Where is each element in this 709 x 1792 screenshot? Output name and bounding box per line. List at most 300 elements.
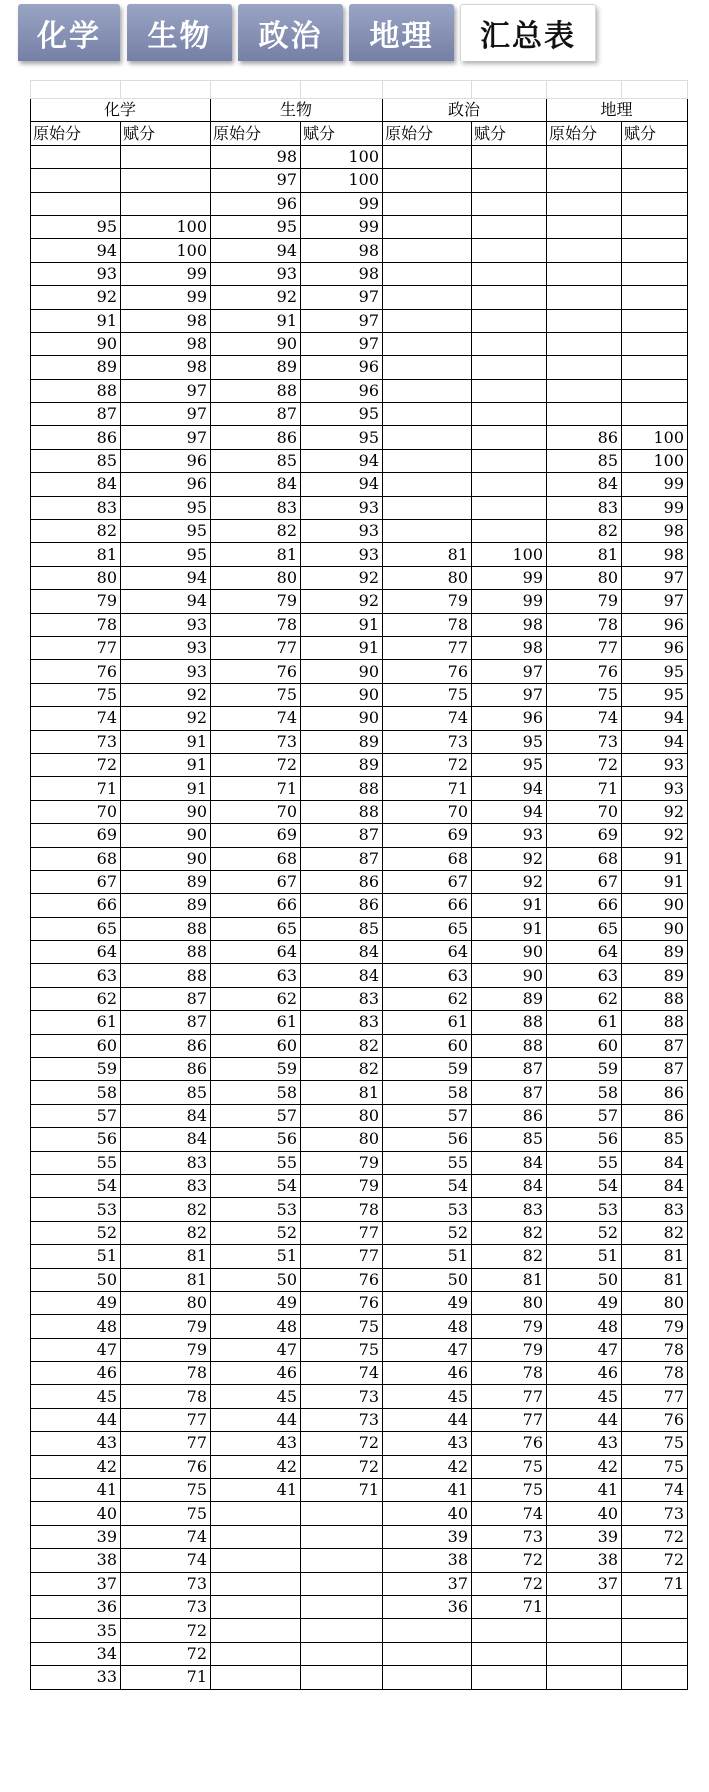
assigned-score-cell[interactable]: 77 [121, 1408, 211, 1431]
raw-score-cell[interactable]: 47 [383, 1338, 472, 1361]
empty-cell[interactable] [622, 81, 688, 99]
assigned-score-cell[interactable]: 81 [121, 1245, 211, 1268]
assigned-score-header[interactable]: 赋分 [121, 122, 211, 145]
assigned-score-cell[interactable]: 77 [301, 1221, 383, 1244]
assigned-score-cell[interactable]: 92 [301, 590, 383, 613]
assigned-score-cell[interactable]: 94 [121, 590, 211, 613]
assigned-score-cell[interactable]: 84 [121, 1128, 211, 1151]
assigned-score-cell[interactable] [622, 286, 688, 309]
assigned-score-cell[interactable]: 88 [121, 917, 211, 940]
raw-score-cell[interactable]: 81 [383, 543, 472, 566]
raw-score-cell[interactable]: 88 [31, 379, 121, 402]
raw-score-cell[interactable]: 53 [383, 1198, 472, 1221]
raw-score-cell[interactable] [383, 215, 472, 238]
assigned-score-cell[interactable]: 76 [622, 1408, 688, 1431]
assigned-score-cell[interactable]: 92 [622, 824, 688, 847]
raw-score-cell[interactable]: 40 [383, 1502, 472, 1525]
assigned-score-cell[interactable]: 82 [622, 1221, 688, 1244]
raw-score-cell[interactable]: 41 [383, 1479, 472, 1502]
assigned-score-cell[interactable]: 76 [301, 1268, 383, 1291]
raw-score-cell[interactable]: 58 [547, 1081, 622, 1104]
assigned-score-cell[interactable]: 80 [301, 1104, 383, 1127]
raw-score-cell[interactable] [383, 262, 472, 285]
raw-score-cell[interactable]: 82 [31, 520, 121, 543]
assigned-score-cell[interactable]: 86 [301, 870, 383, 893]
assigned-score-cell[interactable]: 90 [622, 894, 688, 917]
assigned-score-cell[interactable] [301, 1572, 383, 1595]
assigned-score-cell[interactable]: 72 [301, 1455, 383, 1478]
assigned-score-cell[interactable]: 94 [472, 800, 547, 823]
assigned-score-cell[interactable]: 92 [472, 847, 547, 870]
assigned-score-cell[interactable]: 100 [121, 239, 211, 262]
assigned-score-cell[interactable]: 71 [301, 1479, 383, 1502]
raw-score-cell[interactable]: 68 [31, 847, 121, 870]
tab-politics[interactable]: 政治 [238, 4, 343, 61]
assigned-score-cell[interactable]: 91 [622, 847, 688, 870]
assigned-score-cell[interactable]: 86 [301, 894, 383, 917]
assigned-score-cell[interactable]: 92 [472, 870, 547, 893]
raw-score-cell[interactable]: 61 [211, 1011, 301, 1034]
raw-score-cell[interactable] [547, 1666, 622, 1689]
raw-score-cell[interactable]: 46 [547, 1362, 622, 1385]
subject-header-biology[interactable]: 生物 [211, 99, 383, 122]
assigned-score-cell[interactable] [472, 1619, 547, 1642]
raw-score-cell[interactable]: 76 [211, 660, 301, 683]
assigned-score-cell[interactable]: 84 [472, 1174, 547, 1197]
assigned-score-cell[interactable]: 96 [472, 707, 547, 730]
assigned-score-cell[interactable]: 95 [472, 730, 547, 753]
assigned-score-cell[interactable]: 91 [301, 613, 383, 636]
raw-score-cell[interactable]: 73 [31, 730, 121, 753]
raw-score-cell[interactable]: 66 [31, 894, 121, 917]
raw-score-cell[interactable]: 36 [383, 1596, 472, 1619]
assigned-score-cell[interactable]: 95 [121, 496, 211, 519]
assigned-score-cell[interactable]: 81 [301, 1081, 383, 1104]
raw-score-cell[interactable]: 51 [547, 1245, 622, 1268]
assigned-score-cell[interactable]: 99 [472, 590, 547, 613]
raw-score-cell[interactable]: 74 [383, 707, 472, 730]
assigned-score-cell[interactable]: 92 [622, 800, 688, 823]
assigned-score-cell[interactable]: 78 [472, 1362, 547, 1385]
raw-score-cell[interactable]: 52 [31, 1221, 121, 1244]
raw-score-cell[interactable] [383, 286, 472, 309]
assigned-score-cell[interactable]: 80 [472, 1291, 547, 1314]
raw-score-cell[interactable]: 83 [547, 496, 622, 519]
raw-score-cell[interactable]: 39 [383, 1525, 472, 1548]
assigned-score-cell[interactable]: 96 [301, 356, 383, 379]
assigned-score-cell[interactable]: 82 [472, 1245, 547, 1268]
raw-score-cell[interactable]: 52 [547, 1221, 622, 1244]
assigned-score-cell[interactable]: 76 [121, 1455, 211, 1478]
assigned-score-cell[interactable]: 90 [301, 660, 383, 683]
assigned-score-cell[interactable]: 85 [622, 1128, 688, 1151]
raw-score-cell[interactable]: 83 [211, 496, 301, 519]
assigned-score-cell[interactable]: 91 [121, 730, 211, 753]
raw-score-cell[interactable]: 83 [31, 496, 121, 519]
assigned-score-cell[interactable]: 98 [121, 332, 211, 355]
raw-score-cell[interactable]: 71 [211, 777, 301, 800]
raw-score-cell[interactable]: 56 [547, 1128, 622, 1151]
empty-cell[interactable] [472, 81, 547, 99]
raw-score-cell[interactable]: 58 [383, 1081, 472, 1104]
assigned-score-cell[interactable] [622, 215, 688, 238]
raw-score-cell[interactable]: 92 [31, 286, 121, 309]
raw-score-cell[interactable]: 72 [383, 753, 472, 776]
raw-score-cell[interactable]: 78 [547, 613, 622, 636]
assigned-score-header[interactable]: 赋分 [622, 122, 688, 145]
raw-score-cell[interactable]: 51 [383, 1245, 472, 1268]
raw-score-cell[interactable] [383, 309, 472, 332]
assigned-score-cell[interactable] [301, 1619, 383, 1642]
assigned-score-cell[interactable]: 88 [472, 1011, 547, 1034]
assigned-score-cell[interactable]: 81 [121, 1268, 211, 1291]
assigned-score-cell[interactable]: 95 [301, 403, 383, 426]
assigned-score-cell[interactable]: 89 [622, 941, 688, 964]
raw-score-cell[interactable]: 93 [211, 262, 301, 285]
assigned-score-cell[interactable]: 96 [121, 473, 211, 496]
raw-score-cell[interactable]: 48 [211, 1315, 301, 1338]
raw-score-cell[interactable]: 65 [547, 917, 622, 940]
assigned-score-cell[interactable]: 90 [301, 707, 383, 730]
assigned-score-cell[interactable]: 86 [121, 1034, 211, 1057]
assigned-score-cell[interactable]: 90 [472, 964, 547, 987]
assigned-score-cell[interactable]: 98 [472, 636, 547, 659]
assigned-score-cell[interactable] [121, 145, 211, 168]
raw-score-cell[interactable] [547, 239, 622, 262]
raw-score-cell[interactable]: 34 [31, 1642, 121, 1665]
raw-score-cell[interactable]: 45 [547, 1385, 622, 1408]
raw-score-cell[interactable] [383, 332, 472, 355]
assigned-score-cell[interactable]: 71 [622, 1572, 688, 1595]
raw-score-cell[interactable]: 89 [211, 356, 301, 379]
raw-score-cell[interactable] [547, 215, 622, 238]
assigned-score-cell[interactable]: 93 [301, 496, 383, 519]
assigned-score-cell[interactable]: 95 [622, 660, 688, 683]
assigned-score-cell[interactable]: 98 [121, 356, 211, 379]
assigned-score-cell[interactable]: 77 [121, 1432, 211, 1455]
raw-score-cell[interactable] [547, 403, 622, 426]
assigned-score-cell[interactable] [622, 1619, 688, 1642]
raw-score-cell[interactable]: 48 [31, 1315, 121, 1338]
assigned-score-cell[interactable]: 72 [121, 1619, 211, 1642]
assigned-score-cell[interactable]: 97 [472, 683, 547, 706]
raw-score-cell[interactable]: 65 [31, 917, 121, 940]
raw-score-cell[interactable]: 70 [211, 800, 301, 823]
raw-score-cell[interactable]: 90 [211, 332, 301, 355]
assigned-score-cell[interactable]: 90 [121, 847, 211, 870]
raw-score-cell[interactable]: 52 [211, 1221, 301, 1244]
assigned-score-cell[interactable]: 100 [301, 145, 383, 168]
raw-score-cell[interactable] [211, 1619, 301, 1642]
raw-score-cell[interactable]: 62 [547, 987, 622, 1010]
assigned-score-cell[interactable] [472, 1666, 547, 1689]
raw-score-cell[interactable]: 75 [547, 683, 622, 706]
raw-score-cell[interactable]: 42 [31, 1455, 121, 1478]
assigned-score-cell[interactable] [622, 169, 688, 192]
assigned-score-cell[interactable]: 100 [622, 426, 688, 449]
assigned-score-cell[interactable]: 97 [472, 660, 547, 683]
assigned-score-cell[interactable]: 87 [121, 1011, 211, 1034]
assigned-score-cell[interactable] [472, 1642, 547, 1665]
assigned-score-cell[interactable]: 99 [301, 192, 383, 215]
assigned-score-cell[interactable]: 97 [622, 590, 688, 613]
assigned-score-cell[interactable]: 79 [121, 1338, 211, 1361]
raw-score-cell[interactable]: 55 [211, 1151, 301, 1174]
assigned-score-cell[interactable]: 94 [301, 449, 383, 472]
raw-score-cell[interactable]: 38 [383, 1549, 472, 1572]
assigned-score-cell[interactable]: 93 [301, 520, 383, 543]
raw-score-cell[interactable]: 48 [547, 1315, 622, 1338]
raw-score-cell[interactable]: 87 [211, 403, 301, 426]
assigned-score-cell[interactable]: 86 [472, 1104, 547, 1127]
assigned-score-cell[interactable] [472, 520, 547, 543]
raw-score-header[interactable]: 原始分 [211, 122, 301, 145]
assigned-score-cell[interactable]: 83 [622, 1198, 688, 1221]
raw-score-cell[interactable]: 84 [31, 473, 121, 496]
raw-score-cell[interactable] [31, 169, 121, 192]
assigned-score-cell[interactable]: 84 [622, 1151, 688, 1174]
assigned-score-cell[interactable]: 100 [622, 449, 688, 472]
raw-score-cell[interactable]: 68 [211, 847, 301, 870]
raw-score-cell[interactable]: 90 [31, 332, 121, 355]
assigned-score-cell[interactable] [472, 215, 547, 238]
raw-score-cell[interactable]: 60 [31, 1034, 121, 1057]
raw-score-cell[interactable]: 80 [383, 566, 472, 589]
assigned-score-cell[interactable]: 77 [301, 1245, 383, 1268]
assigned-score-cell[interactable]: 96 [301, 379, 383, 402]
assigned-score-cell[interactable]: 94 [472, 777, 547, 800]
assigned-score-cell[interactable]: 71 [472, 1596, 547, 1619]
raw-score-cell[interactable]: 95 [31, 215, 121, 238]
assigned-score-cell[interactable] [622, 262, 688, 285]
assigned-score-cell[interactable]: 85 [472, 1128, 547, 1151]
assigned-score-cell[interactable]: 73 [121, 1572, 211, 1595]
assigned-score-cell[interactable]: 82 [121, 1198, 211, 1221]
raw-score-cell[interactable]: 85 [211, 449, 301, 472]
raw-score-cell[interactable]: 73 [211, 730, 301, 753]
assigned-score-cell[interactable]: 89 [121, 894, 211, 917]
assigned-score-cell[interactable]: 95 [622, 683, 688, 706]
raw-score-cell[interactable]: 38 [547, 1549, 622, 1572]
assigned-score-cell[interactable] [622, 356, 688, 379]
raw-score-cell[interactable]: 44 [547, 1408, 622, 1431]
raw-score-cell[interactable]: 85 [31, 449, 121, 472]
assigned-score-cell[interactable]: 93 [121, 613, 211, 636]
raw-score-cell[interactable]: 79 [31, 590, 121, 613]
raw-score-cell[interactable]: 73 [383, 730, 472, 753]
raw-score-cell[interactable] [383, 496, 472, 519]
raw-score-cell[interactable]: 55 [383, 1151, 472, 1174]
raw-score-cell[interactable]: 44 [383, 1408, 472, 1431]
raw-score-cell[interactable]: 75 [31, 683, 121, 706]
assigned-score-cell[interactable]: 76 [472, 1432, 547, 1455]
assigned-score-cell[interactable]: 88 [472, 1034, 547, 1057]
raw-score-cell[interactable]: 80 [211, 566, 301, 589]
assigned-score-cell[interactable]: 97 [622, 566, 688, 589]
assigned-score-cell[interactable]: 84 [301, 964, 383, 987]
raw-score-cell[interactable] [383, 449, 472, 472]
raw-score-cell[interactable]: 44 [31, 1408, 121, 1431]
raw-score-cell[interactable]: 78 [383, 613, 472, 636]
assigned-score-cell[interactable]: 98 [301, 239, 383, 262]
raw-score-cell[interactable]: 41 [211, 1479, 301, 1502]
assigned-score-cell[interactable]: 79 [472, 1315, 547, 1338]
raw-score-cell[interactable]: 47 [547, 1338, 622, 1361]
raw-score-cell[interactable]: 54 [211, 1174, 301, 1197]
raw-score-cell[interactable] [31, 192, 121, 215]
assigned-score-cell[interactable] [121, 192, 211, 215]
assigned-score-cell[interactable]: 93 [121, 636, 211, 659]
assigned-score-cell[interactable]: 91 [301, 636, 383, 659]
assigned-score-cell[interactable]: 87 [472, 1081, 547, 1104]
raw-score-cell[interactable]: 54 [31, 1174, 121, 1197]
assigned-score-cell[interactable]: 74 [301, 1362, 383, 1385]
assigned-score-cell[interactable] [472, 169, 547, 192]
raw-score-cell[interactable]: 69 [383, 824, 472, 847]
raw-score-cell[interactable]: 52 [383, 1221, 472, 1244]
assigned-score-cell[interactable] [301, 1502, 383, 1525]
assigned-score-cell[interactable]: 90 [622, 917, 688, 940]
raw-score-cell[interactable]: 79 [383, 590, 472, 613]
raw-score-cell[interactable]: 45 [383, 1385, 472, 1408]
assigned-score-cell[interactable]: 95 [121, 520, 211, 543]
raw-score-cell[interactable]: 74 [211, 707, 301, 730]
raw-score-cell[interactable]: 84 [547, 473, 622, 496]
assigned-score-cell[interactable]: 72 [622, 1549, 688, 1572]
assigned-score-cell[interactable]: 72 [301, 1432, 383, 1455]
raw-score-cell[interactable]: 64 [383, 941, 472, 964]
tab-chemistry[interactable]: 化学 [18, 4, 120, 61]
assigned-score-cell[interactable]: 78 [622, 1362, 688, 1385]
raw-score-cell[interactable]: 76 [31, 660, 121, 683]
assigned-score-cell[interactable]: 85 [301, 917, 383, 940]
assigned-score-cell[interactable]: 78 [301, 1198, 383, 1221]
raw-score-cell[interactable]: 60 [211, 1034, 301, 1057]
raw-score-cell[interactable]: 47 [211, 1338, 301, 1361]
raw-score-cell[interactable]: 77 [31, 636, 121, 659]
raw-score-header[interactable]: 原始分 [383, 122, 472, 145]
raw-score-cell[interactable]: 92 [211, 286, 301, 309]
raw-score-cell[interactable]: 46 [31, 1362, 121, 1385]
raw-score-cell[interactable]: 60 [547, 1034, 622, 1057]
raw-score-cell[interactable]: 43 [547, 1432, 622, 1455]
assigned-score-cell[interactable]: 99 [301, 215, 383, 238]
assigned-score-cell[interactable]: 87 [622, 1034, 688, 1057]
raw-score-cell[interactable]: 39 [547, 1525, 622, 1548]
raw-score-cell[interactable] [211, 1642, 301, 1665]
assigned-score-cell[interactable]: 86 [622, 1081, 688, 1104]
raw-score-cell[interactable]: 71 [547, 777, 622, 800]
raw-score-cell[interactable] [547, 1642, 622, 1665]
raw-score-cell[interactable]: 49 [31, 1291, 121, 1314]
raw-score-cell[interactable]: 44 [211, 1408, 301, 1431]
assigned-score-cell[interactable]: 84 [472, 1151, 547, 1174]
raw-score-cell[interactable]: 76 [383, 660, 472, 683]
assigned-score-cell[interactable]: 97 [121, 403, 211, 426]
assigned-score-cell[interactable]: 82 [121, 1221, 211, 1244]
raw-score-cell[interactable]: 56 [383, 1128, 472, 1151]
raw-score-cell[interactable]: 68 [547, 847, 622, 870]
empty-cell[interactable] [31, 81, 121, 99]
assigned-score-cell[interactable]: 75 [121, 1502, 211, 1525]
raw-score-cell[interactable]: 35 [31, 1619, 121, 1642]
assigned-score-cell[interactable]: 86 [622, 1104, 688, 1127]
assigned-score-cell[interactable]: 84 [301, 941, 383, 964]
empty-cell[interactable] [547, 81, 622, 99]
assigned-score-cell[interactable]: 81 [622, 1268, 688, 1291]
assigned-score-cell[interactable]: 72 [121, 1642, 211, 1665]
assigned-score-cell[interactable]: 93 [622, 777, 688, 800]
raw-score-cell[interactable]: 69 [547, 824, 622, 847]
assigned-score-cell[interactable]: 96 [622, 613, 688, 636]
assigned-score-cell[interactable] [472, 332, 547, 355]
raw-score-cell[interactable]: 55 [31, 1151, 121, 1174]
assigned-score-cell[interactable]: 78 [622, 1338, 688, 1361]
raw-score-cell[interactable]: 37 [383, 1572, 472, 1595]
empty-cell[interactable] [383, 81, 472, 99]
assigned-score-cell[interactable]: 73 [301, 1408, 383, 1431]
assigned-score-cell[interactable]: 97 [121, 379, 211, 402]
assigned-score-cell[interactable]: 81 [622, 1245, 688, 1268]
raw-score-cell[interactable]: 82 [547, 520, 622, 543]
assigned-score-cell[interactable]: 88 [301, 777, 383, 800]
raw-score-cell[interactable] [383, 356, 472, 379]
assigned-score-cell[interactable]: 74 [121, 1549, 211, 1572]
raw-score-cell[interactable]: 57 [547, 1104, 622, 1127]
raw-score-cell[interactable]: 69 [211, 824, 301, 847]
assigned-score-cell[interactable]: 80 [622, 1291, 688, 1314]
raw-score-cell[interactable]: 40 [31, 1502, 121, 1525]
assigned-score-cell[interactable]: 91 [121, 753, 211, 776]
raw-score-cell[interactable]: 67 [31, 870, 121, 893]
assigned-score-cell[interactable]: 86 [121, 1058, 211, 1081]
raw-score-cell[interactable]: 88 [211, 379, 301, 402]
raw-score-cell[interactable]: 71 [383, 777, 472, 800]
raw-score-cell[interactable]: 48 [383, 1315, 472, 1338]
raw-score-cell[interactable]: 79 [211, 590, 301, 613]
raw-score-cell[interactable]: 59 [383, 1058, 472, 1081]
assigned-score-cell[interactable]: 74 [121, 1525, 211, 1548]
raw-score-cell[interactable]: 68 [383, 847, 472, 870]
raw-score-cell[interactable]: 72 [31, 753, 121, 776]
raw-score-cell[interactable]: 59 [547, 1058, 622, 1081]
raw-score-cell[interactable]: 62 [31, 987, 121, 1010]
raw-score-cell[interactable]: 33 [31, 1666, 121, 1689]
raw-score-cell[interactable] [547, 356, 622, 379]
assigned-score-cell[interactable] [472, 473, 547, 496]
assigned-score-cell[interactable]: 99 [622, 496, 688, 519]
raw-score-cell[interactable] [211, 1502, 301, 1525]
raw-score-cell[interactable] [547, 379, 622, 402]
raw-score-cell[interactable]: 50 [31, 1268, 121, 1291]
assigned-score-cell[interactable] [472, 192, 547, 215]
assigned-score-cell[interactable]: 82 [301, 1034, 383, 1057]
raw-score-cell[interactable]: 91 [211, 309, 301, 332]
assigned-score-cell[interactable] [622, 192, 688, 215]
raw-score-cell[interactable]: 78 [211, 613, 301, 636]
assigned-score-cell[interactable]: 94 [301, 473, 383, 496]
raw-score-header[interactable]: 原始分 [31, 122, 121, 145]
assigned-score-cell[interactable]: 71 [121, 1666, 211, 1689]
raw-score-cell[interactable]: 64 [211, 941, 301, 964]
assigned-score-cell[interactable]: 100 [472, 543, 547, 566]
assigned-score-cell[interactable]: 99 [121, 286, 211, 309]
assigned-score-cell[interactable] [301, 1666, 383, 1689]
assigned-score-cell[interactable]: 83 [121, 1174, 211, 1197]
raw-score-cell[interactable] [383, 192, 472, 215]
raw-score-cell[interactable]: 76 [547, 660, 622, 683]
assigned-score-cell[interactable]: 88 [622, 987, 688, 1010]
